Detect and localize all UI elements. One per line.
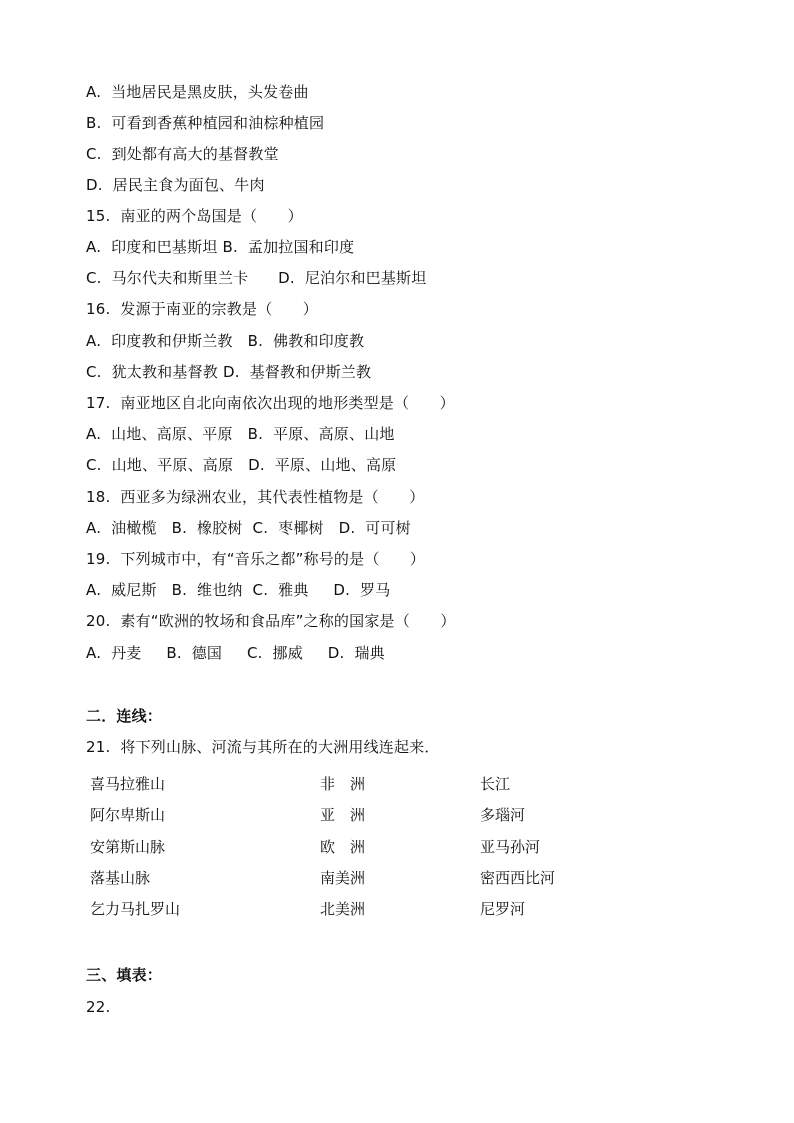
river-cell: 长江 bbox=[480, 775, 511, 793]
river-cell: 亚马孙河 bbox=[480, 837, 541, 856]
question-15: 15. 南亚的两个岛国是（ ） bbox=[86, 207, 303, 225]
section-2-heading: 二．连线： bbox=[86, 707, 163, 725]
question-19: 19. 下列城市中，有“音乐之都”称号的是（ ） bbox=[86, 550, 426, 568]
continent-cell: 非 洲 bbox=[320, 775, 366, 793]
mountain-cell: 安第斯山脉 bbox=[90, 837, 166, 856]
continent-cell: 北美洲 bbox=[320, 900, 366, 918]
mountain-cell: 阿尔卑斯山 bbox=[90, 806, 166, 825]
question-18: 18. 西亚多为绿洲农业，其代表性植物是（ ） bbox=[86, 488, 425, 506]
question-20: 20. 素有“欧洲的牧场和食品库”之称的国家是（ ） bbox=[86, 612, 456, 630]
river-cell: 密西西比河 bbox=[480, 868, 556, 887]
table-row bbox=[86, 895, 566, 926]
section-3-heading: 三、填表： bbox=[86, 966, 163, 984]
options-q17-ab: A. 山地、高原、平原 B. 平原、高原、山地 bbox=[86, 425, 395, 443]
options-q19: A. 威尼斯 B. 维也纳 C. 雅典 D. 罗马 bbox=[86, 581, 391, 599]
options-q16-ab: A. 印度教和伊斯兰教 B. 佛教和印度教 bbox=[86, 332, 365, 350]
river-cell: 多瑙河 bbox=[480, 806, 526, 825]
mountain-cell: 乞力马扎罗山 bbox=[90, 900, 181, 918]
options-q16-cd: C. 犹太教和基督教 D. 基督教和伊斯兰教 bbox=[86, 363, 372, 381]
option-d-q14: D. 居民主食为面包、牛肉 bbox=[86, 176, 265, 194]
river-cell: 尼罗河 bbox=[480, 900, 526, 918]
options-q15-ab: A. 印度和巴基斯坦 B. 孟加拉国和印度 bbox=[86, 238, 355, 256]
option-a-q14: A. 当地居民是黑皮肤，头发卷曲 bbox=[86, 83, 309, 101]
mountain-cell: 喜马拉雅山 bbox=[90, 775, 166, 793]
options-q17-cd: C. 山地、平原、高原 D. 平原、山地、高原 bbox=[86, 456, 397, 474]
question-21: 21. 将下列山脉、河流与其所在的大洲用线连起来． bbox=[86, 738, 440, 756]
table-row bbox=[86, 770, 566, 801]
matching-table bbox=[86, 770, 566, 926]
table-row bbox=[86, 833, 566, 864]
options-q15-cd: C. 马尔代夫和斯里兰卡 D. 尼泊尔和巴基斯坦 bbox=[86, 269, 427, 287]
table-row bbox=[86, 801, 566, 832]
option-b-q14: B. 可看到香蕉种植园和油棕种植园 bbox=[86, 114, 325, 132]
question-22: 22. bbox=[86, 998, 111, 1016]
options-q18: A. 油橄榄 B. 橡胶树 C. 枣椰树 D. 可可树 bbox=[86, 519, 411, 537]
continent-cell: 亚 洲 bbox=[320, 806, 366, 825]
options-q20: A. 丹麦 B. 德国 C. 挪威 D. 瑞典 bbox=[86, 644, 385, 662]
option-c-q14: C. 到处都有高大的基督教堂 bbox=[86, 145, 279, 163]
table-row bbox=[86, 864, 566, 895]
continent-cell: 欧 洲 bbox=[320, 837, 366, 856]
question-17: 17. 南亚地区自北向南依次出现的地形类型是（ ） bbox=[86, 394, 455, 412]
question-16: 16. 发源于南亚的宗教是（ ） bbox=[86, 300, 318, 318]
mountain-cell: 落基山脉 bbox=[90, 868, 151, 887]
continent-cell: 南美洲 bbox=[320, 868, 366, 887]
